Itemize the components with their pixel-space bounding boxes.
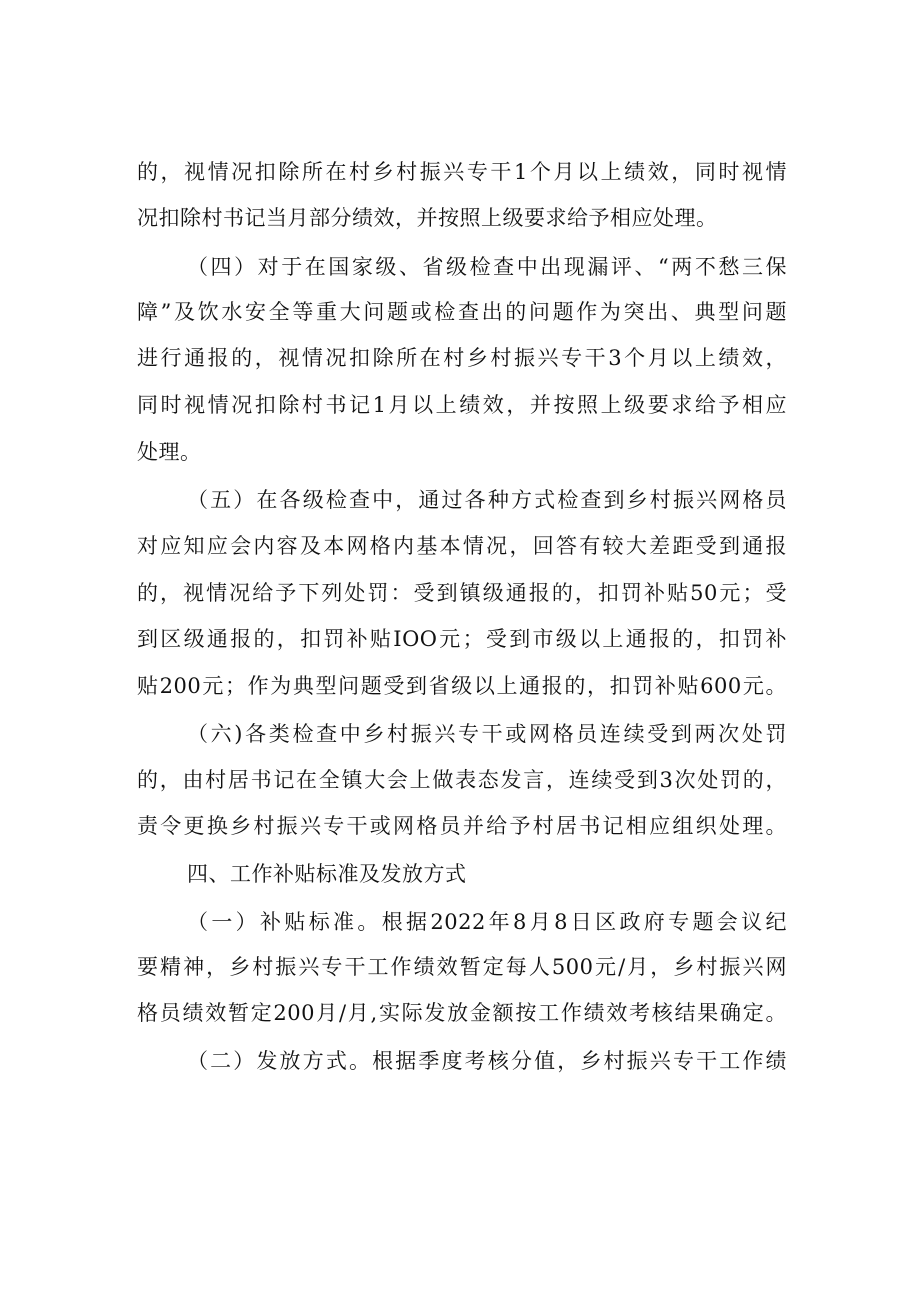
- text-line-18: 要精神，乡村振兴专干工作绩效暂定每人500元/月，乡村振兴网: [137, 955, 787, 979]
- text-line-19: 格员绩效暂定200月/月,实际发放金额按工作绩效考核结果确定。: [137, 1001, 787, 1025]
- text-line-14: 的，由村居书记在全镇大会上做表态发言，连续受到3次处罚的，: [137, 768, 787, 792]
- text-line-5: 进行通报的，视情况扣除所在村乡村振兴专干3个月以上绩效，: [137, 346, 787, 370]
- text-line-13: （六)各类检查中乡村振兴专干或网格员连续受到两次处罚: [187, 722, 787, 746]
- text-line-3: （四）对于在国家级、省级检查中出现漏评、“两不愁三保: [187, 255, 787, 279]
- section-heading: 四、工作补贴标准及发放方式: [187, 862, 467, 886]
- text-line-12: 贴200元；作为典型问题受到省级以上通报的，扣罚补贴600元。: [137, 674, 787, 698]
- text-line-8: （五）在各级检查中，通过各种方式检查到乡村振兴网格员: [187, 488, 787, 512]
- text-line-6: 同时视情况扣除村书记1月以上绩效，并按照上级要求给予相应: [137, 393, 787, 417]
- text-line-7: 处理。: [137, 440, 202, 464]
- text-line-2: 况扣除村书记当月部分绩效，并按照上级要求给予相应处理。: [137, 206, 718, 230]
- text-line-17: （一）补贴标准。根据2022年8月8日区政府专题会议纪: [187, 910, 787, 934]
- text-line-9: 对应知应会内容及本网格内基本情况，回答有较大差距受到通报: [137, 534, 787, 558]
- text-line-4: 障”及饮水安全等重大问题或检查出的问题作为突出、典型问题: [137, 300, 787, 324]
- text-line-20: （二）发放方式。根据季度考核分值，乡村振兴专干工作绩: [187, 1049, 787, 1073]
- text-line-15: 责令更换乡村振兴专干或网格员并给予村居书记相应组织处理。: [137, 814, 787, 838]
- text-line-11: 到区级通报的，扣罚补贴IOO元；受到市级以上通报的，扣罚补: [137, 627, 787, 651]
- text-line-10: 的，视情况给予下列处罚：受到镇级通报的，扣罚补贴50元；受: [137, 581, 787, 605]
- text-line-1: 的，视情况扣除所在村乡村振兴专干1个月以上绩效，同时视情: [137, 160, 787, 184]
